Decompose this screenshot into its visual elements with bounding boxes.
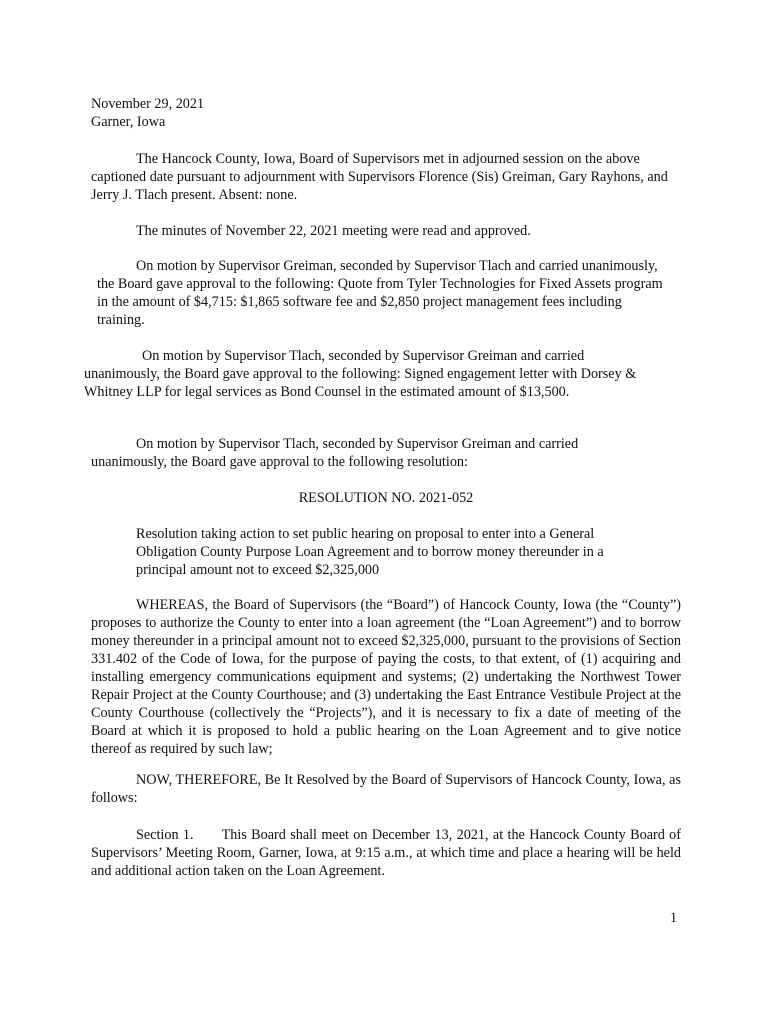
motion-resolution-paragraph (91, 435, 621, 471)
section-1-paragraph (91, 826, 681, 880)
whereas-text: WHEREAS, the Board of Supervisors (the “Board”) of Hancock County, Iowa (the “County”) proposes to authorize the County to enter into a loan agreement (the “Loan Agreement”) and to borrow money thereunder in a principal amount not to exceed $2,325,000, pursuant to the provisions of Section 331.402 of the Code of Iowa, for the purpose of paying the costs, to that extent, of (1) acquiring and installing emergency communications equipment and systems; (2) undertaking the Northwest Tower Repair Project at the County Courthouse; and (3) undertaking the East Entrance Vestibule Project at the County Courthouse (collectively the “Projects”), and it is necessary to fix a date of meeting of the Board at which it is proposed to hold a public hearing on the Loan Agreement and to give notice thereof as required by such law; (91, 597, 681, 757)
motion-tyler-text: On motion by Supervisor Greiman, seconded by Supervisor Tlach and carried unanimously, the Board gave approval to the following: Quote from Tyler Technologies for Fixed Assets program in the amount of $4,715: $1,865 software fee and $2,850 project management fees including training. (97, 258, 663, 328)
resolution-title: RESOLUTION NO. 2021-052 (298, 490, 474, 506)
motion-dorsey-paragraph (84, 347, 644, 401)
meeting-location: Garner, Iowa (91, 114, 166, 130)
opening-paragraph (91, 150, 681, 204)
motion-tyler-paragraph (97, 257, 667, 329)
section-1-label: Section 1. (136, 827, 194, 843)
whereas-paragraph (91, 596, 681, 758)
now-therefore-paragraph (91, 771, 681, 807)
section-1-text: This Board shall meet on December 13, 2021, at the Hancock County Board of Supervisors’ Meeting Room, Garner, Iowa, at 9:15 a.m., at which time and place a hearing will be held and additional action taken on the Loan Agreement. (91, 827, 682, 879)
opening-text: The Hancock County, Iowa, Board of Supervisors met in adjourned session on the above captioned date pursuant to adjournment with Supervisors Florence (Sis) Greiman, Gary Rayhons, and Jerry J. Tlach present. Absent: none. (91, 151, 668, 203)
page-number: 1 (670, 910, 678, 926)
meeting-date: November 29, 2021 (91, 96, 205, 112)
motion-resolution-text: On motion by Supervisor Tlach, seconded by Supervisor Greiman and carried unanimously, the Board gave approval to the following resolution: (91, 436, 579, 470)
motion-dorsey-text: On motion by Supervisor Tlach, seconded by Supervisor Greiman and carried unanimously, the Board gave approval to the following: Signed engagement letter with Dorsey & Whitney LLP for legal services as Bond Counsel in the estimated amount of $13,500. (84, 348, 637, 400)
minutes-text: The minutes of November 22, 2021 meeting were read and approved. (136, 223, 531, 239)
resolution-summary: Resolution taking action to set public hearing on proposal to enter into a General Obligation County Purpose Loan Agreement and to borrow money thereunder in a principal amount not to exceed $2,325,000 (136, 526, 604, 578)
now-therefore-text: NOW, THEREFORE, Be It Resolved by the Board of Supervisors of Hancock County, Iowa, as follows: (91, 772, 681, 806)
minutes-paragraph (91, 222, 681, 240)
